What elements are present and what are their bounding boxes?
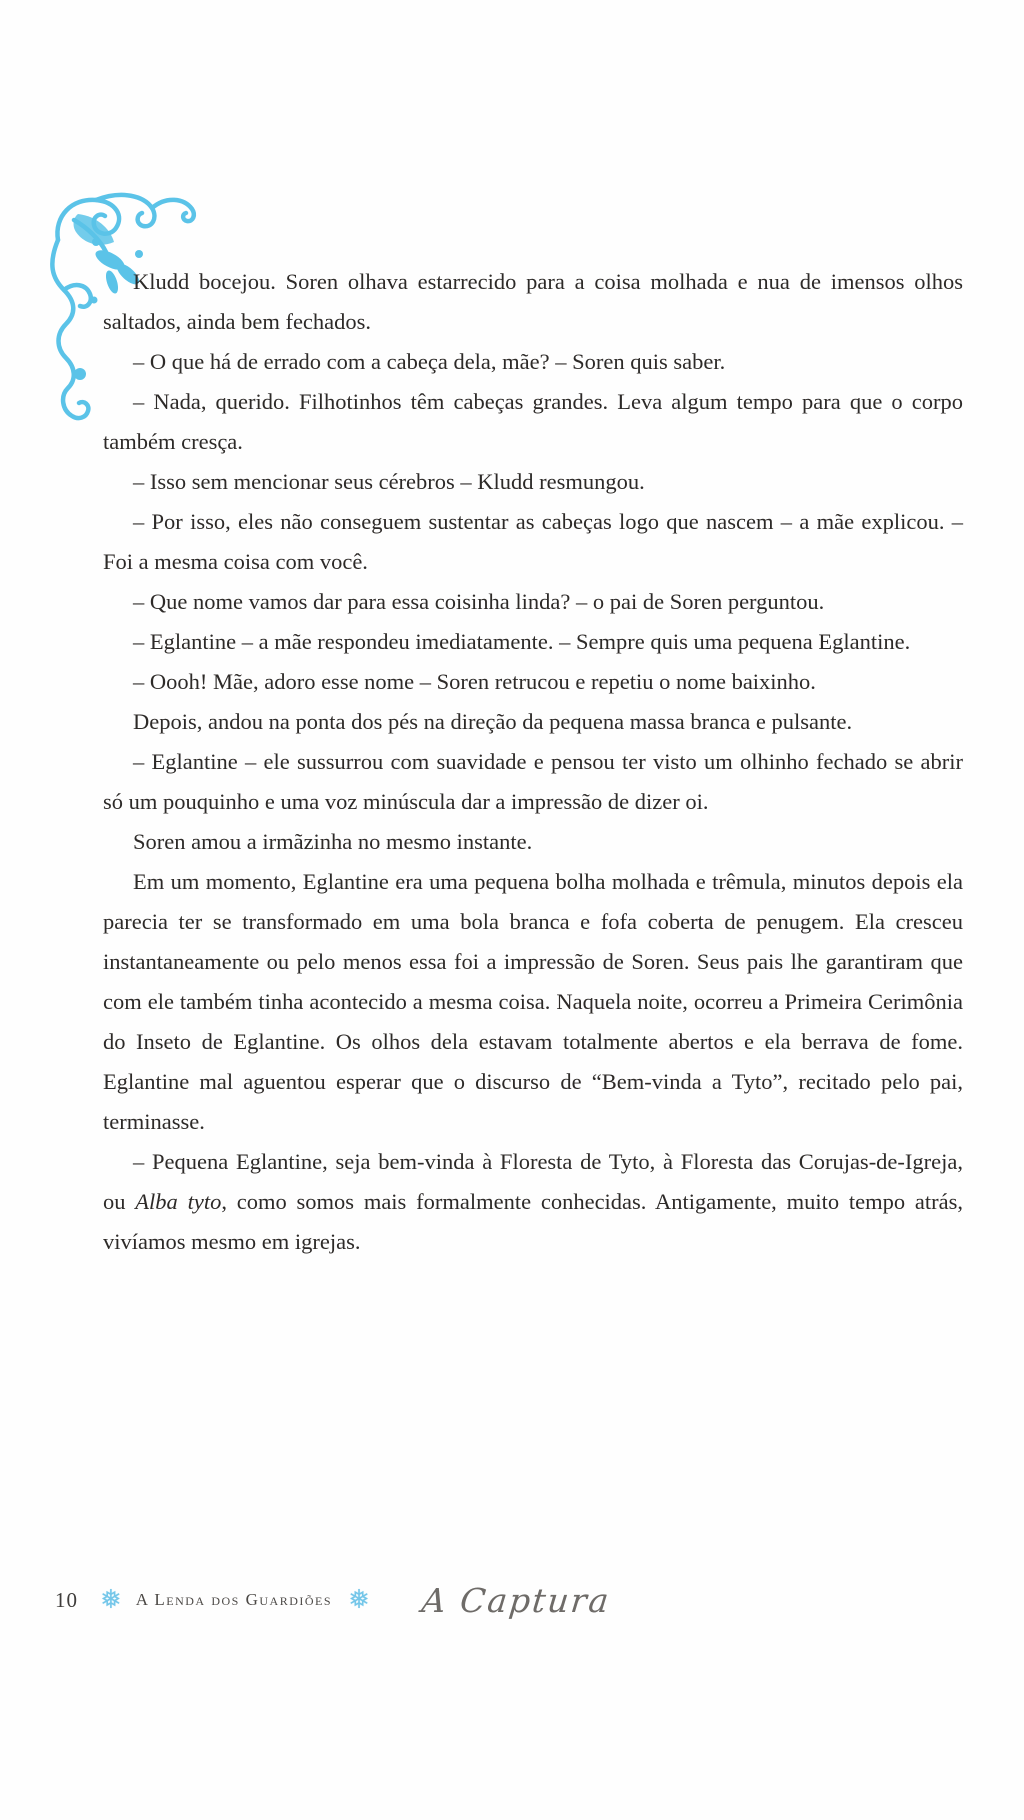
text-run: – Oooh! Mãe, adoro esse nome – Soren retrucou e repetiu o nome baixinho. [133, 669, 816, 694]
text-run: – Que nome vamos dar para essa coisinha linda? – o pai de Soren perguntou. [133, 589, 825, 614]
book-title: A Captura [419, 1580, 613, 1620]
text-run: – Eglantine – a mãe respondeu imediatamente. – Sempre quis uma pequena Eglantine. [133, 629, 911, 654]
text-run: , como somos mais formalmente conhecidas. Antigamente, muito tempo atrás, vivíamos mesmo em igrejas. [103, 1189, 964, 1254]
text-run: – Isso sem mencionar seus cérebros – Kludd resmungou. [133, 469, 645, 494]
italic-run: Alba tyto [135, 1189, 222, 1214]
page-number: 10 [55, 1587, 78, 1612]
paragraph [103, 622, 963, 662]
snowflake-icon: ❅ [100, 1585, 122, 1614]
body-text [103, 262, 963, 1262]
text-run: Em um momento, Eglantine era uma pequena bolha molhada e trêmula, minutos depois ela parecia ter se transformado em uma bola branca e fofa coberta de penugem. Ela cresceu instantaneamente ou pelo menos essa foi a impressão de Soren. Seus pais lhe garantiram que com ele também tinha acontecido a mesma coisa. Naquela noite, ocorreu a Primeira Cerimônia do Inseto de Eglantine. Os olhos dela estavam totalmente abertos e ela berrava de fome. Eglantine mal aguentou esperar que o discurso de “Bem-vinda a Tyto”, recitado pelo pai, terminasse. [103, 869, 963, 1134]
text-run: – Eglantine – ele sussurrou com suavidade e pensou ter visto um olhinho fechado se abrir só um pouquinho e uma voz minúscula dar a impressão de dizer oi. [103, 749, 963, 814]
text-run: – Nada, querido. Filhotinhos têm cabeças grandes. Leva algum tempo para que o corpo também cresça. [103, 389, 963, 454]
text-run: – Por isso, eles não conseguem sustentar as cabeças logo que nascem – a mãe explicou. – Foi a mesma coisa com você. [103, 509, 963, 574]
paragraph [103, 502, 963, 582]
text-run: Depois, andou na ponta dos pés na direção da pequena massa branca e pulsante. [133, 709, 853, 734]
paragraph [103, 462, 963, 502]
paragraph [103, 342, 963, 382]
paragraph [103, 582, 963, 622]
paragraph [103, 862, 963, 1142]
text-run: Soren amou a irmãzinha no mesmo instante. [133, 829, 533, 854]
paragraph [103, 702, 963, 742]
paragraph [103, 742, 963, 822]
paragraph [103, 1142, 963, 1262]
paragraph [103, 662, 963, 702]
text-run: – O que há de errado com a cabeça dela, mãe? – Soren quis saber. [133, 349, 726, 374]
paragraph [103, 382, 963, 462]
paragraph [103, 822, 963, 862]
snowflake-icon: ❅ [348, 1585, 370, 1614]
series-title: A Lenda dos Guardiões [135, 1590, 333, 1609]
paragraph [103, 262, 963, 342]
text-run: – Pequena Eglantine, seja bem-vinda à Floresta de Tyto, à Floresta das Corujas-de-Igreja, ou [103, 1149, 963, 1214]
page-footer [0, 1575, 1024, 1625]
text-run: Kludd bocejou. Soren olhava estarrecido para a coisa molhada e nua de imensos olhos saltados, ainda bem fechados. [103, 269, 963, 334]
